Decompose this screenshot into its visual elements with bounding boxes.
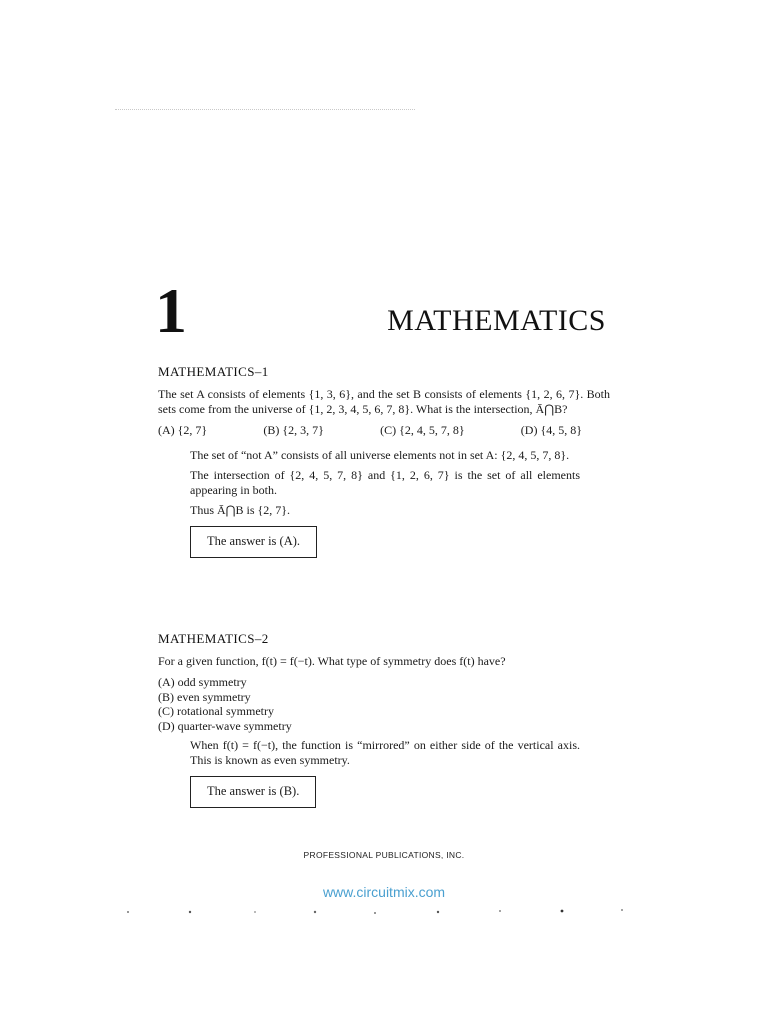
choice-b: (B) even symmetry (158, 689, 251, 704)
choice-b: (B) {2, 3, 7} (263, 423, 324, 437)
problem-statement: The set A consists of elements {1, 3, 6}, and the set B consists of elements {1, 2, 6, 7}. Both sets come from the universe of {1, 2, 3, 4, 5, 6, 7, 8}. What is the intersection, Ā⋂B? (158, 387, 610, 416)
website-watermark: www.circuitmix.com (322, 884, 446, 900)
chapter-title: MATHEMATICS (387, 304, 606, 337)
solution-paragraph: The intersection of {2, 4, 5, 7, 8} and {1, 2, 6, 7} is the set of all elements appearing in both. (190, 468, 580, 497)
choice-a: (A) odd symmetry (158, 675, 247, 689)
answer-box: The answer is (A). (190, 526, 317, 558)
publisher-footer: PROFESSIONAL PUBLICATIONS, INC. (303, 850, 465, 860)
chapter-number: 1 (155, 275, 187, 346)
problem-statement: For a given function, f(t) = f(−t). What type of symmetry does f(t) have? (158, 654, 506, 668)
choice-d: (D) quarter-wave symmetry (158, 718, 292, 733)
problem-title: MATHEMATICS–1 (158, 364, 269, 379)
solution-paragraph: When f(t) = f(−t), the function is “mirrored” on either side of the vertical axis. This is known as even symmetry. (190, 738, 580, 767)
choice-d: (D) {4, 5, 8} (520, 423, 582, 437)
choice-c: (C) {2, 4, 5, 7, 8} (380, 423, 465, 437)
choice-c: (C) rotational symmetry (158, 704, 274, 718)
answer-box: The answer is (B). (190, 776, 316, 808)
problem-title: MATHEMATICS–2 (158, 631, 269, 646)
choice-a: (A) {2, 7} (158, 423, 208, 437)
solution-paragraph: Thus Ā⋂B is {2, 7}. (190, 503, 291, 517)
solution-paragraph: The set of “not A” consists of all universe elements not in set A: {2, 4, 5, 7, 8}. (190, 448, 570, 462)
